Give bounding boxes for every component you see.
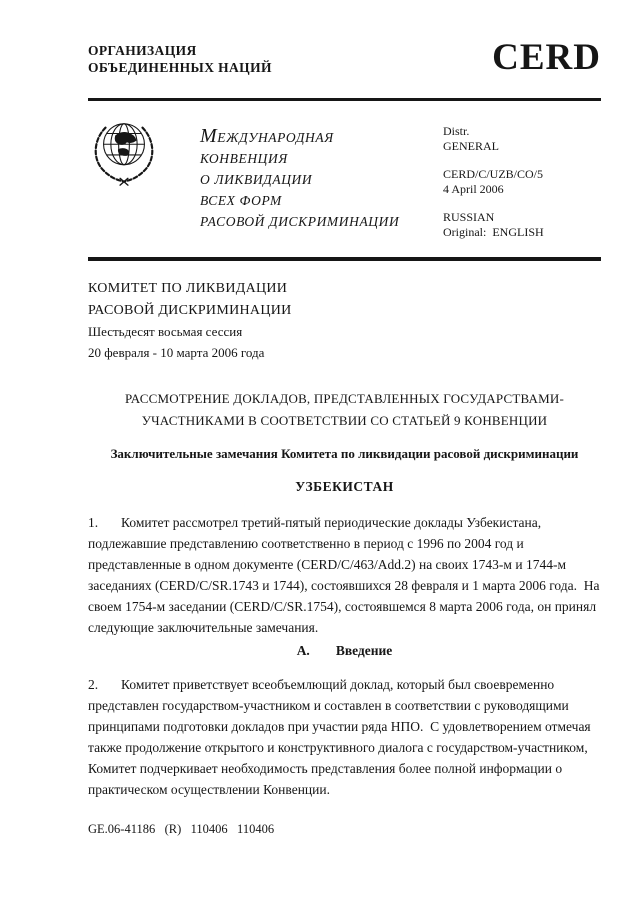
spacer [443,153,544,167]
committee-dates: 20 февраля - 10 марта 2006 года [88,344,265,360]
convention-title [200,126,399,232]
convention-line-1-rest: ЕЖДУНАРОДНАЯ [217,130,334,145]
spacer [443,196,544,210]
doc-date: 4 April 2006 [443,181,504,196]
committee-block [88,278,601,363]
document-footer-code: GE.06-41186 (R) 110406 110406 [88,822,275,836]
paragraph-1-number: 1. [88,515,99,530]
report-title-line2: УЧАСТНИКАМИ В СООТВЕТСТВИИ СО СТАТЬЕЙ 9 КОНВЕНЦИИ [141,413,548,428]
distr-label: Distr. [443,124,470,138]
convention-initial: М [200,125,218,147]
convention-line-1 [200,126,399,148]
org-name-line1: ОРГАНИЗАЦИЯ [88,43,197,58]
distribution-block [443,124,544,239]
paragraph-2 [88,674,601,800]
convention-line-2: КОНВЕНЦИЯ [200,151,288,166]
convention-line-3: О ЛИКВИДАЦИИ [200,172,313,187]
concluding-observations-subtitle: Заключительные замечания Комитета по ликвидации расовой дискриминации [110,446,579,461]
country-heading: УЗБЕКИСТАН [295,479,394,494]
doc-original-language: Original: ENGLISH [443,224,544,239]
doc-symbol-large: CERD [492,37,601,78]
section-a-heading [88,643,601,659]
committee-session: Шестьдесят восьмая сессия [88,324,243,339]
report-title-line1: РАССМОТРЕНИЕ ДОКЛАДОВ, ПРЕДСТАВЛЕННЫХ ГОСУДАРСТВАМИ- [125,391,564,406]
org-name-line2: ОБЪЕДИНЕННЫХ НАЦИЙ [88,60,272,75]
paragraph-2-text: Комитет приветствует всеобъемлющий доклад, который был своевременно представлен государством-участником и составлен в соответствии с руководящими принципами подготовки докладов при участии ряда НПО. С удовлетворением отмечая также продолжение открытого и конструктивного диалога с государством-участником, Комитет подчеркивает необходимость представления более полной информации о практическом осуществлении Конвенции. [88,677,595,797]
paragraph-1 [88,512,601,638]
distr-type: GENERAL [443,138,499,153]
un-emblem-icon [85,116,163,190]
org-name [88,42,272,76]
convention-line-5: РАСОВОЙ ДИСКРИМИНАЦИИ [200,214,400,229]
document-header [88,37,601,78]
doc-number: CERD/C/UZB/CO/5 [443,167,544,181]
section-a-label: A. [296,643,310,658]
committee-name-line1: КОМИТЕТ ПО ЛИКВИДАЦИИ [88,281,288,296]
header-rule [88,98,601,101]
report-title [88,388,601,432]
paragraph-1-text: Комитет рассмотрел третий-пятый периодические доклады Узбекистана, подлежавшие представлению соответственно в период с 1996 по 2004 год и представленные в одном документе (CERD/C/463/Add.2) на своих 1743-м и 1744-м заседаниях (CERD/C/SR.1743 и 1744), состоявшихся 28 февраля и 1 марта 2006 года. На своем 1754-м заседании (CERD/C/SR.1754), состоявшемся 8 марта 2006 года, он принял следующие заключительные замечания. [88,515,603,635]
committee-name-line2: РАСОВОЙ ДИСКРИМИНАЦИИ [88,303,292,318]
section-a-title: Введение [335,643,393,658]
masthead-rule [88,257,601,261]
convention-line-4: ВСЕХ ФОРМ [200,193,282,208]
doc-language: RUSSIAN [443,210,495,224]
masthead [88,114,601,244]
paragraph-2-number: 2. [88,677,99,692]
